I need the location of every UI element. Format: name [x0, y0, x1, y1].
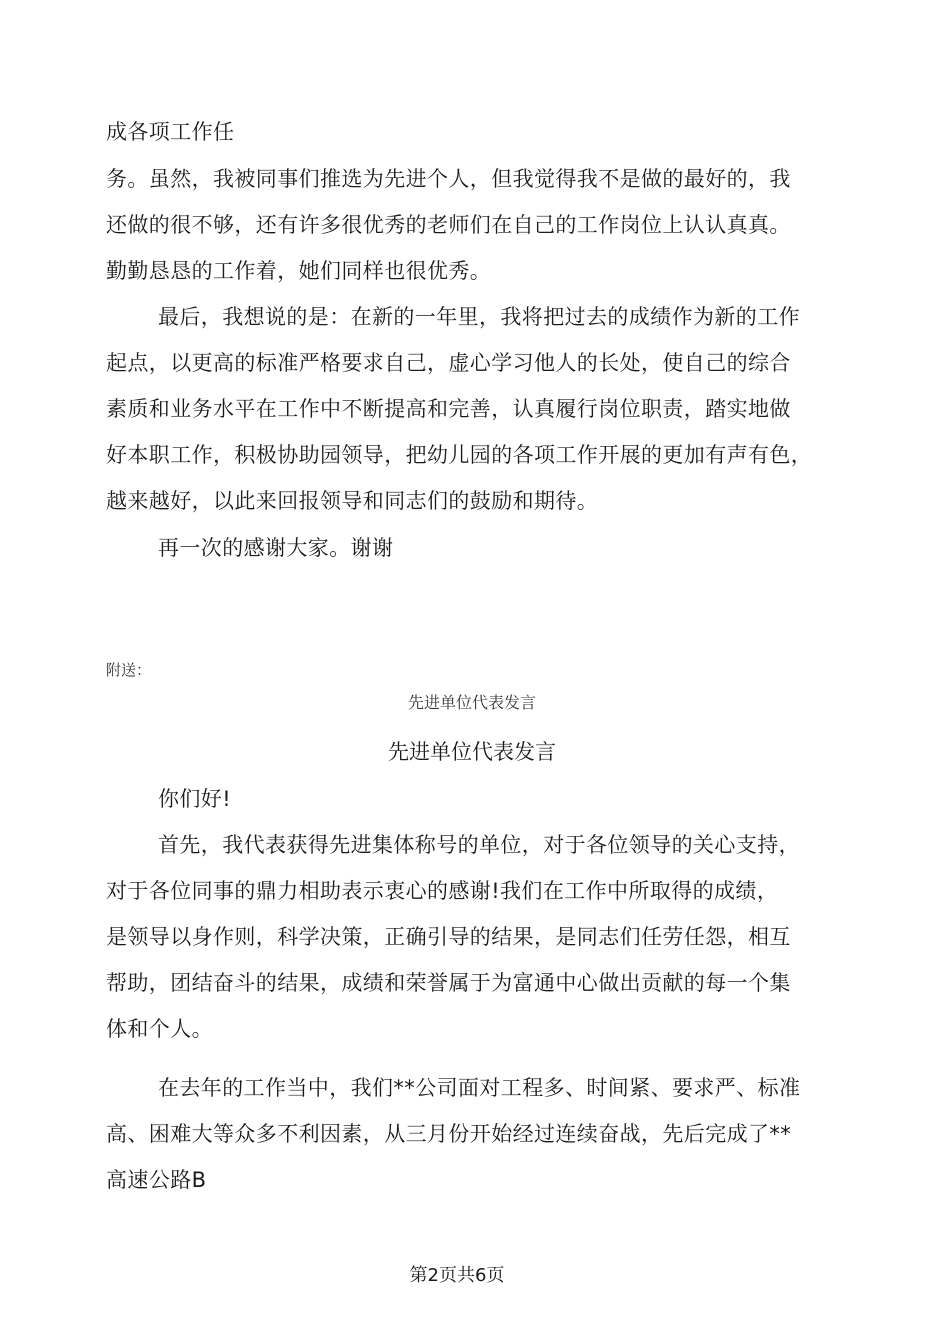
- paragraph-line: 高速公路B: [106, 1168, 207, 1192]
- paragraph-line: 是领导以身作则，科学决策，正确引导的结果，是同志们任劳任怨，相互: [106, 925, 791, 949]
- paragraph-line: 首先，我代表获得先进集体称号的单位，对于各位领导的关心支持，: [158, 833, 800, 857]
- paragraph-line: 帮助，团结奋斗的结果，成绩和荣誉属于为富通中心做出贡献的每一个集: [106, 971, 791, 995]
- paragraph-line: 还做的很不够，还有许多很优秀的老师们在自己的工作岗位上认认真真。: [106, 213, 791, 237]
- paragraph-line: 好本职工作，积极协助园领导，把幼儿园的各项工作开展的更加有声有色，: [106, 443, 813, 467]
- page-number: 第2页共6页: [409, 1265, 505, 1286]
- paragraph-line: 高、困难大等众多不利因素，从三月份开始经过连续奋战，先后完成了**: [106, 1122, 792, 1146]
- paragraph-line: 体和个人。: [106, 1017, 213, 1041]
- paragraph-line: 对于各位同事的鼎力相助表示衷心的感谢!我们在工作中所取得的成绩，: [106, 879, 779, 903]
- paragraph-line: 素质和业务水平在工作中不断提高和完善，认真履行岗位职责，踏实地做: [106, 397, 791, 421]
- paragraph-line: 再一次的感谢大家。谢谢: [158, 536, 394, 560]
- paragraph-line: 勤勤恳恳的工作着，她们同样也很优秀。: [106, 259, 492, 283]
- paragraph-line: 在去年的工作当中，我们**公司面对工程多、时间紧、要求严、标准: [158, 1076, 801, 1100]
- attachment-label: 附送：: [106, 661, 152, 679]
- paragraph-line: 你们好!: [158, 787, 232, 811]
- paragraph-line: 务。虽然，我被同事们推选为先进个人，但我觉得我不是做的最好的，我: [106, 167, 791, 191]
- paragraph-line: 最后，我想说的是：在新的一年里，我将把过去的成绩作为新的工作: [158, 305, 800, 329]
- paragraph-line: 起点，以更高的标准严格要求自己，虚心学习他人的长处，使自己的综合: [106, 351, 791, 375]
- attachment-small-title: 先进单位代表发言: [407, 693, 536, 712]
- paragraph-line: 越来越好，以此来回报领导和同志们的鼓励和期待。: [106, 489, 599, 513]
- page-title: 先进单位代表发言: [388, 740, 556, 764]
- paragraph-line: 成各项工作任: [106, 120, 235, 144]
